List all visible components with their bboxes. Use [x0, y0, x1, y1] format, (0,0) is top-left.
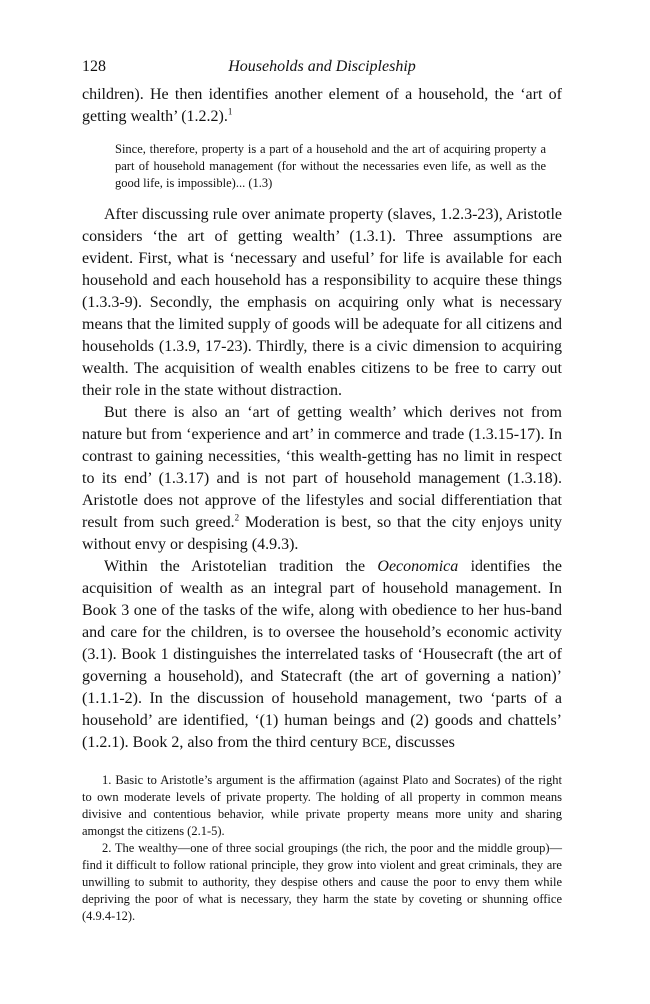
running-header: [82, 58, 562, 84]
era-abbreviation: BCE: [361, 735, 388, 750]
paragraph-4-part-a: Within the Aristotelian tradition the: [104, 558, 378, 575]
footnote-2-label: 2.: [102, 841, 112, 855]
paragraph-3: [82, 402, 562, 556]
paragraph-3-text: But there is also an ‘art of getting wealth’ which derives not from nature but from ‘experience and art’ in commerce and trade (1.3.15-17). In contrast to gaining necessities, ‘this wealth-getting has no limit in respect to its end’ (1.3.17) and is not part of household management (1.3.18). Aristotle does not approve of the lifestyles and social differentiation that result from such greed.: [82, 404, 562, 531]
block-quote: Since, therefore, property is a part of a household and the art of acquiring property a part of household management (for without the necessaries even life, as well as the good life, is impossible)... (1.3): [115, 142, 546, 190]
footnote-1-text: Basic to Aristotle’s argument is the affirmation (against Plato and Socrates) of the right to own moderate levels of private property. The holding of all property in common means divisive and contentious behavior, while private property means more unity and sharing amongst the citizens (2.1-5).: [82, 773, 563, 838]
book-page: [82, 58, 562, 925]
footnote-ref-1: 1: [227, 106, 233, 117]
footnotes: [82, 772, 562, 925]
footnote-2-text: The wealthy—one of three social groupings (the rich, the poor and the middle group)—find it difficult to follow rational principle, they grow into violent and great criminals, they are unwilling to submit to authority, they despise others and cause the poor to envy them while depriving the poor of what is necessary, they harm the state by coveting or shunning office (4.9.4-12).: [82, 841, 562, 923]
paragraph-1: [82, 84, 562, 128]
running-title: Households and Discipleship: [228, 58, 416, 75]
footnote-1-label: 1.: [102, 773, 112, 787]
paragraph-2: After discussing rule over animate property (slaves, 1.2.3-23), Aristotle considers ‘the art of getting wealth’ (1.3.1). Three assumptions are evident. First, what is ‘necessary and useful’ for life is available for each household and each household has a responsibility to acquire these things (1.3.3-9). Secondly, the emphasis on acquiring only what is necessary means that the limited supply of goods will be adequate for all citizens and households (1.3.9, 17-23). Thirdly, there is a civic dimension to acquiring wealth. The acquisition of wealth enables citizens to be free to carry out their role in the state without distraction.: [82, 206, 562, 399]
paragraph-4: [82, 556, 562, 754]
page-number: 128: [82, 58, 106, 75]
paragraph-3-tail: Moderation is best, so that the city enjoys unity without envy or despising (4.9.3).: [82, 514, 562, 553]
paragraph-4-part-c: , discusses: [387, 734, 455, 751]
footnote-1: [82, 772, 562, 840]
paragraph-4-part-b: identifies the acquisition of wealth as an integral part of household management. In Book 3 one of the tasks of the wife, along with obedience to her hus-band and care for the children, is to oversee the household’s economic activity (3.1). Book 1 distinguishes the interrelated tasks of ‘Housecraft (the art of governing a household), and Statecraft (the art of governing a nation)’ (1.1.1-2). In the discussion of household management, two ‘parts of a household’ are identified, ‘(1) human beings and (2) goods and chattels’ (1.2.1). Book 2, also from the third century: [82, 558, 562, 751]
paragraph-1-text: children). He then identifies another element of a household, the ‘art of getting wealth’ (1.2.2).: [82, 86, 562, 125]
footnote-2: [82, 840, 562, 925]
footnote-ref-2: 2: [234, 512, 240, 523]
work-title-oeconomica: Oeconomica: [377, 558, 459, 575]
